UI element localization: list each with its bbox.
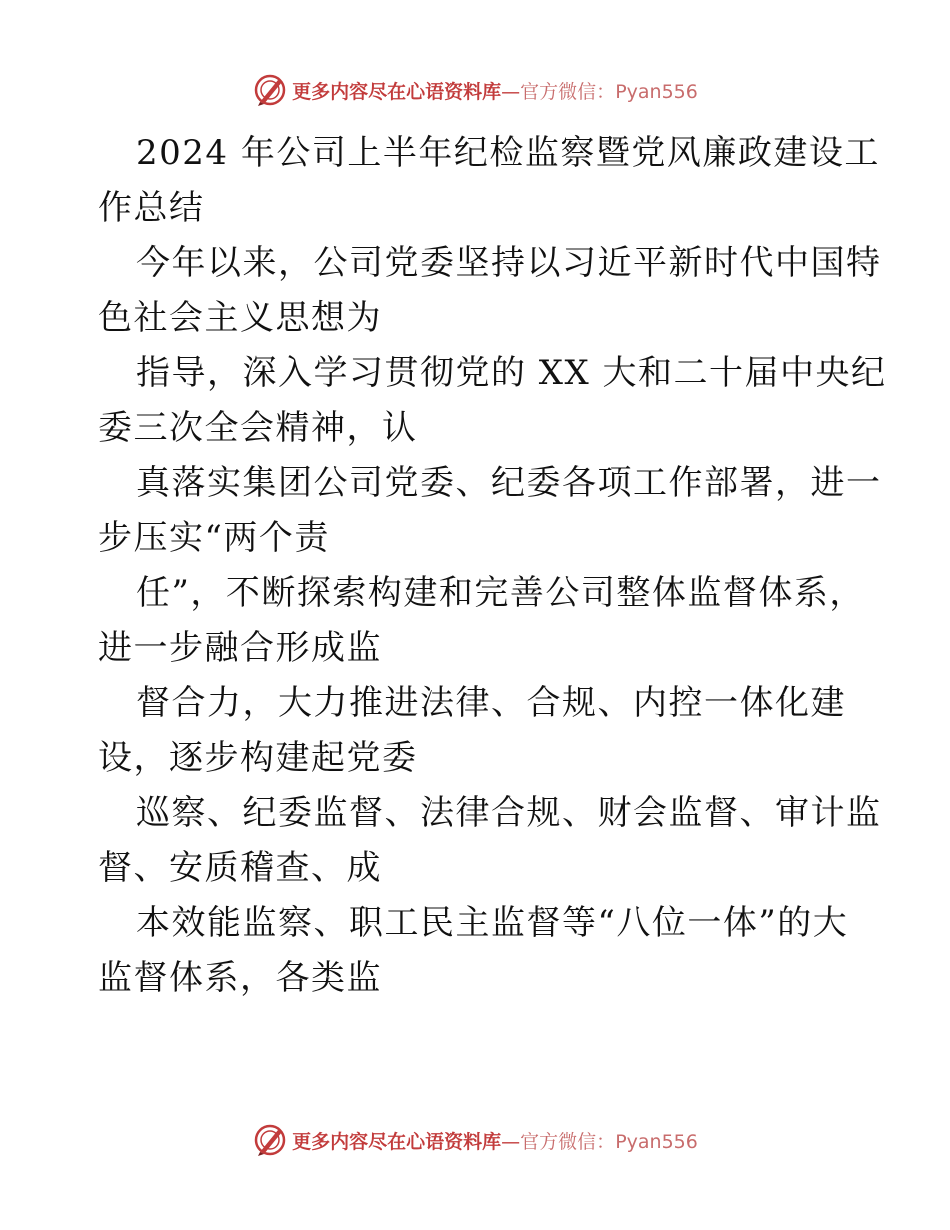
header-wechat-label: 官方微信： — [520, 80, 616, 103]
document-line: 本效能监察、职工民主监督等“八位一体”的大 — [136, 903, 849, 943]
footer-banner-text — [292, 1127, 698, 1154]
document-line: 设，逐步构建起党委 — [98, 738, 418, 778]
header-banner-inner — [252, 72, 698, 108]
document-body — [98, 126, 887, 1006]
footer-wechat-label: 官方微信： — [520, 1130, 616, 1153]
document-line: 真落实集团公司党委、纪委各项工作部署，进一 — [136, 463, 882, 503]
document-line: 色社会主义思想为 — [98, 298, 382, 338]
document-line: 步压实“两个责 — [98, 518, 330, 558]
footer-banner-inner — [252, 1122, 698, 1158]
header-separator: — — [501, 80, 521, 103]
document-line: 进一步融合形成监 — [98, 628, 382, 668]
document-line: 监督体系，各类监 — [98, 958, 382, 998]
header-banner — [0, 70, 950, 110]
pen-logo-icon — [252, 1122, 288, 1158]
document-line: 2024 年公司上半年纪检监察暨党风廉政建设工 — [136, 133, 880, 173]
document-line: 作总结 — [98, 188, 205, 228]
footer-wechat-id: Pyan556 — [615, 1130, 698, 1153]
document-line: 任”，不断探索构建和完善公司整体监督体系， — [136, 573, 865, 613]
document-line: 督合力，大力推进法律、合规、内控一体化建 — [136, 683, 846, 723]
document-line: 委三次全会精神，认 — [98, 408, 418, 448]
document-line: 督、安质稽查、成 — [98, 848, 382, 888]
footer-separator: — — [501, 1130, 521, 1153]
document-line: 今年以来，公司党委坚持以习近平新时代中国特 — [136, 243, 882, 283]
document-line: 巡察、纪委监督、法律合规、财会监督、审计监 — [136, 793, 882, 833]
header-wechat-id: Pyan556 — [615, 80, 698, 103]
footer-brand-text: 更多内容尽在心语资料库 — [292, 1130, 502, 1153]
header-brand-text: 更多内容尽在心语资料库 — [292, 80, 502, 103]
header-banner-text — [292, 77, 698, 104]
footer-banner — [0, 1120, 950, 1160]
pen-logo-icon — [252, 72, 288, 108]
document-line: 指导，深入学习贯彻党的 XX 大和二十届中央纪 — [136, 353, 887, 393]
